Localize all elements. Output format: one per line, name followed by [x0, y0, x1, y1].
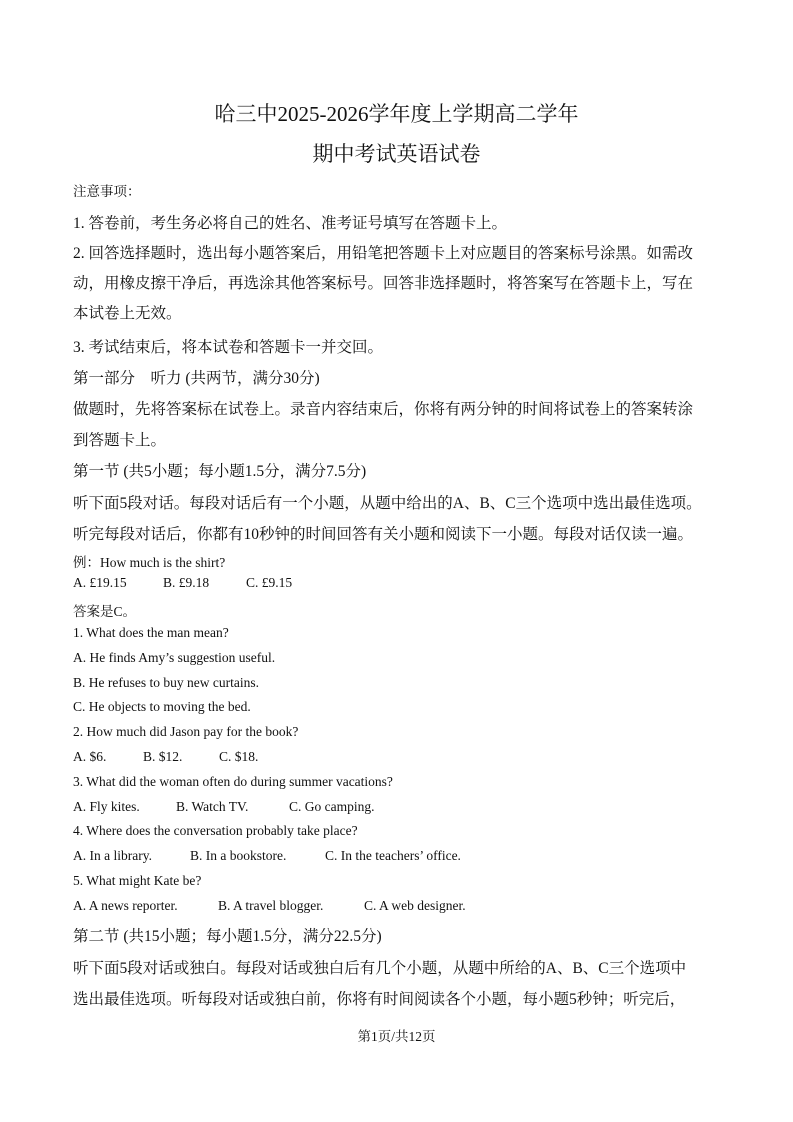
question-2: 2. How much did Jason pay for the book?	[73, 724, 299, 739]
question-5-option-a: A. A news reporter.	[73, 898, 178, 913]
section2-heading: 第二节 (共15小题；每小题1.5分，满分22.5分)	[73, 928, 382, 945]
question-1-option-b: B. He refuses to buy new curtains.	[73, 675, 259, 690]
part1-intro-line1: 做题时，先将答案标在试卷上。录音内容结束后，你将有两分钟的时间将试卷上的答案转涂	[73, 401, 694, 418]
question-5-option-c: C. A web designer.	[364, 898, 466, 913]
exam-title-line1: 哈三中2025-2026学年度上学期高二学年	[214, 102, 579, 126]
example-option-c: C. £9.15	[246, 575, 293, 590]
section1-heading: 第一节 (共5小题；每小题1.5分，满分7.5分)	[73, 463, 367, 480]
example-option-a: A. £19.15	[73, 575, 127, 590]
question-5-option-b: B. A travel blogger.	[218, 898, 324, 913]
question-2-option-b: B. $12.	[143, 749, 183, 764]
question-1-option-c: C. He objects to moving the bed.	[73, 699, 251, 714]
part1-heading: 第一部分 听力 (共两节，满分30分)	[73, 370, 320, 387]
part1-intro-line2: 到答题卡上。	[73, 432, 167, 449]
notice-item-1: 1. 答卷前，考生务必将自己的姓名、准考证号填写在答题卡上。	[73, 215, 508, 232]
notice-heading: 注意事项：	[73, 184, 141, 199]
question-1-option-a: A. He finds Amy’s suggestion useful.	[73, 650, 276, 665]
question-4-option-a: A. In a library.	[73, 848, 152, 863]
question-3-option-b: B. Watch TV.	[176, 799, 249, 814]
question-3-option-a: A. Fly kites.	[73, 799, 140, 814]
notice-item-2-line3: 本试卷上无效。	[73, 305, 182, 322]
question-3-option-c: C. Go camping.	[289, 799, 375, 814]
section1-intro-line2: 听完每段对话后，你都有10秒钟的时间回答有关小题和阅读下一小题。每段对话仅读一遍。	[73, 526, 694, 543]
notice-item-2-line1: 2. 回答选择题时，选出每小题答案后，用铅笔把答题卡上对应题目的答案标号涂黑。如需改	[73, 245, 694, 262]
exam-title-line2: 期中考试英语试卷	[312, 142, 481, 166]
question-5: 5. What might Kate be?	[73, 873, 202, 888]
notice-item-3: 3. 考试结束后，将本试卷和答题卡一并交回。	[73, 339, 384, 356]
section1-intro-line1: 听下面5段对话。每段对话后有一个小题，从题中给出的A、B、C三个选项中选出最佳选项。	[73, 495, 702, 512]
section2-intro-line1: 听下面5段对话或独白。每段对话或独白后有几个小题，从题中所给的A、B、C三个选项中	[73, 960, 687, 977]
question-1: 1. What does the man mean?	[73, 625, 229, 640]
notice-item-2-line2: 动，用橡皮擦干净后，再选涂其他答案标号。回答非选择题时，将答案写在答题卡上，写在	[73, 275, 694, 292]
question-2-option-c: C. $18.	[219, 749, 259, 764]
page-number: 第1页/共12页	[357, 1029, 436, 1044]
question-3: 3. What did the woman often do during summer vacations?	[73, 774, 393, 789]
question-4-option-b: B. In a bookstore.	[190, 848, 287, 863]
example-question: 例：How much is the shirt?	[73, 555, 226, 570]
question-4-option-c: C. In the teachers’ office.	[325, 848, 461, 863]
section2-intro-line2: 选出最佳选项。听每段对话或独白前，你将有时间阅读各个小题，每小题5秒钟；听完后，	[73, 991, 686, 1008]
question-4: 4. Where does the conversation probably take place?	[73, 823, 358, 838]
question-2-option-a: A. $6.	[73, 749, 107, 764]
example-option-b: B. £9.18	[163, 575, 210, 590]
example-answer: 答案是C。	[73, 604, 137, 619]
